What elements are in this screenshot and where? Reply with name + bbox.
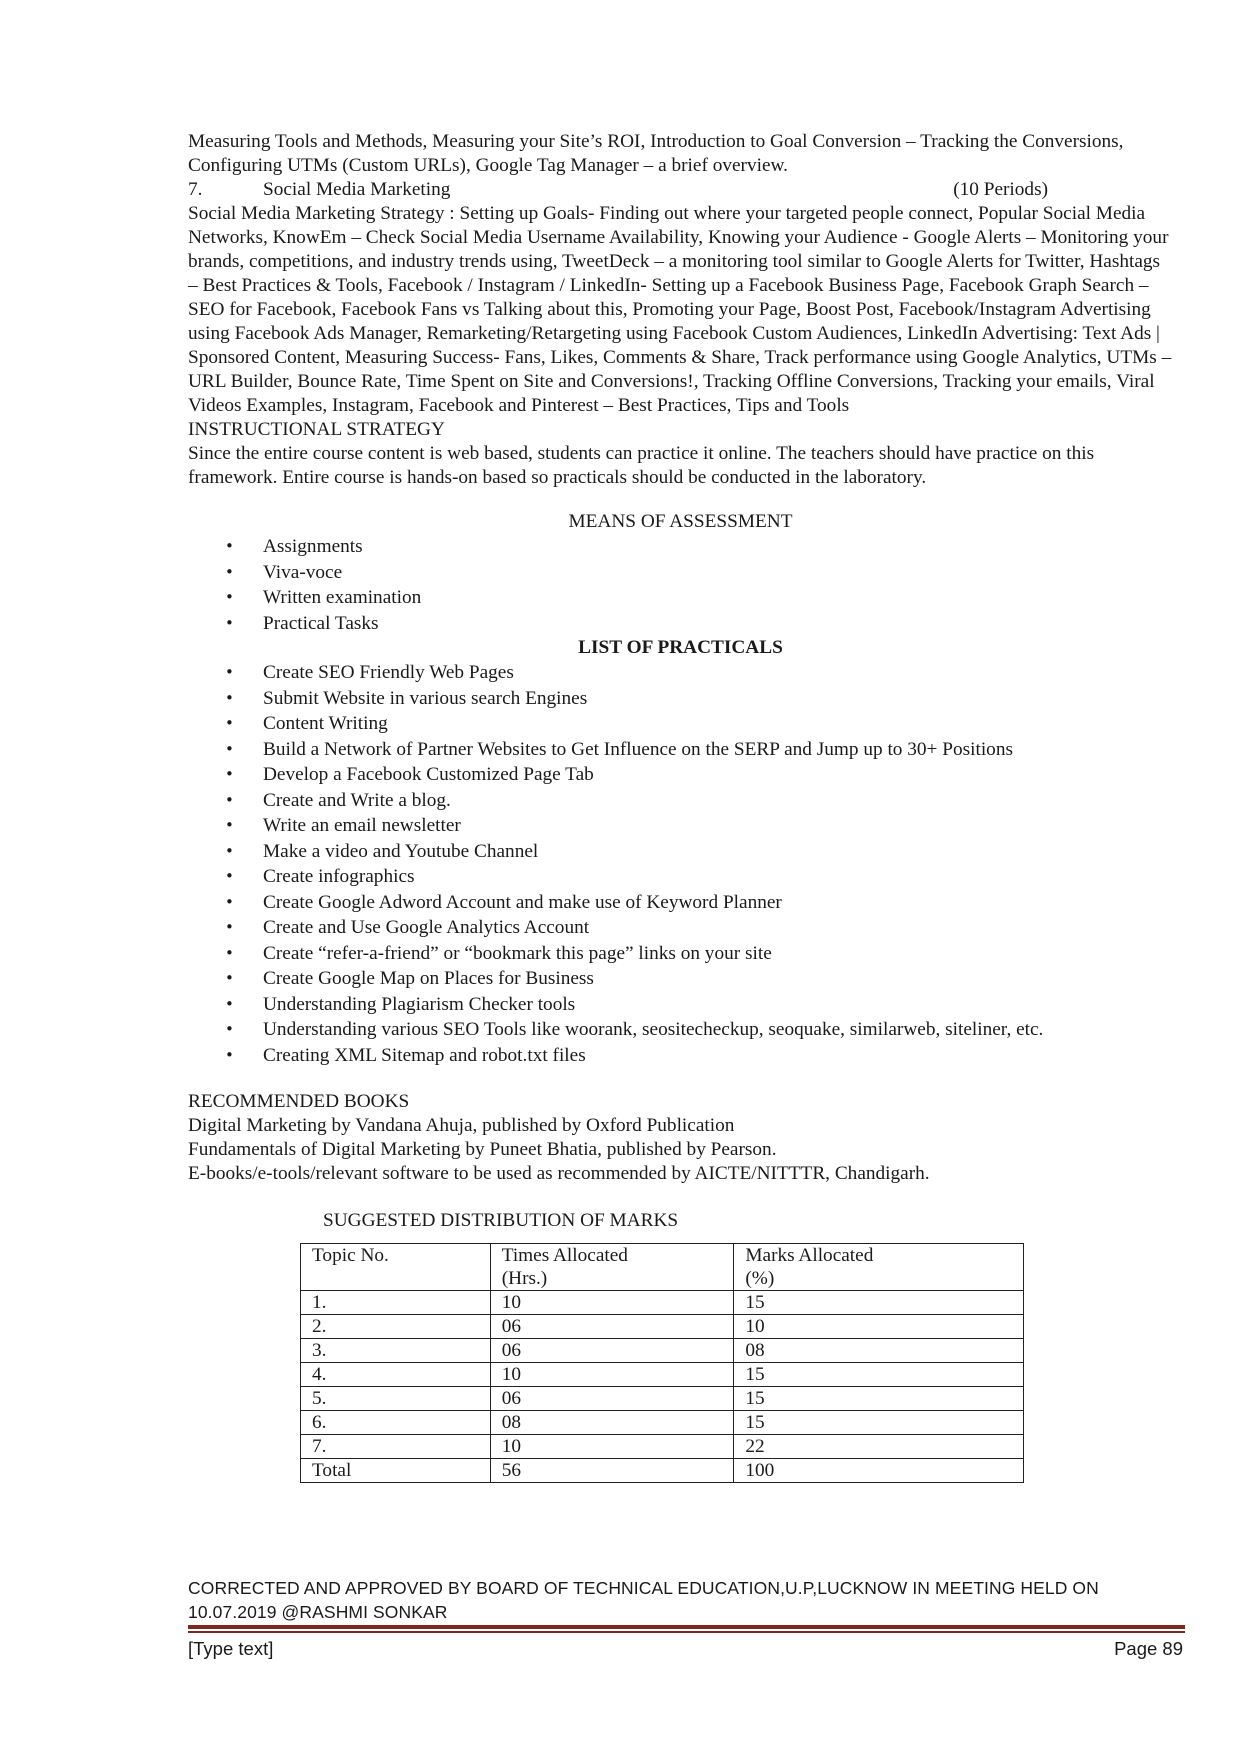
table-cell: 6. [301,1411,491,1435]
list-item: • Understanding Plagiarism Checker tools [188,992,1173,1018]
table-cell: 15 [734,1387,1024,1411]
table-cell: 56 [490,1459,734,1483]
header-marks: Marks Allocated (%) [734,1244,1024,1291]
marks-heading: SUGGESTED DISTRIBUTION OF MARKS [323,1210,679,1231]
table-cell: 3. [301,1339,491,1363]
assessment-heading: MEANS OF ASSESSMENT [568,511,793,532]
table-cell: 10 [734,1315,1024,1339]
list-item: • Assignments [188,534,1173,560]
table-cell: 5. [301,1387,491,1411]
instructional-strategy-text: Since the entire course content is web based, students can practice it online. The teachers should have practice on this framework. Entire course is hands-on based so practicals should be conducted in the laboratory. [188,443,1095,488]
unit-title: Social Media Marketing [263,179,451,200]
unit-number: 7. [188,179,203,200]
table-cell: 22 [734,1435,1024,1459]
table-header-row [301,1244,1024,1291]
list-item: • Make a video and Youtube Channel [188,839,1173,865]
table-cell: 7. [301,1435,491,1459]
unit-periods: (10 Periods) [953,179,1048,200]
table-row [301,1291,1024,1315]
list-item: • Viva-voce [188,560,1173,586]
table-total-row [301,1459,1024,1483]
table-row [301,1363,1024,1387]
header-times: Times Allocated (Hrs.) [490,1244,734,1291]
list-item: • Create “refer-a-friend” or “bookmark this page” links on your site [188,941,1173,967]
table-cell: 10 [490,1363,734,1387]
books-heading: RECOMMENDED BOOKS [188,1091,410,1112]
table-cell: 15 [734,1411,1024,1435]
table-row [301,1435,1024,1459]
list-item: • Build a Network of Partner Websites to Get Influence on the SERP and Jump up to 30+ Positions [188,737,1173,763]
table-cell: 08 [734,1339,1024,1363]
table-cell: 10 [490,1291,734,1315]
table-row [301,1411,1024,1435]
table-cell: 15 [734,1291,1024,1315]
book-item: Fundamentals of Digital Marketing by Puneet Bhatia, published by Pearson. [188,1139,777,1160]
document-page [188,130,1173,1483]
list-item: • Practical Tasks [188,611,1173,637]
table-row [301,1339,1024,1363]
instructional-strategy-heading: INSTRUCTIONAL STRATEGY [188,419,445,440]
table-cell: 15 [734,1363,1024,1387]
practicals-list [188,660,1173,1068]
table-cell: 2. [301,1315,491,1339]
unit-heading [188,178,1173,202]
recommended-books [188,1090,1173,1186]
table-cell: 1. [301,1291,491,1315]
unit-content: Social Media Marketing Strategy : Setting up Goals- Finding out where your targeted people connect, Popular Social Media Networks, KnowEm – Check Social Media Username Availability, Knowing your Audience - Google Alerts – Monitoring your brands, competitions, and industry trends using, TweetDeck – a monitoring tool similar to Google Alerts for Twitter, Hashtags – Best Practices & Tools, Facebook / Instagram / LinkedIn- Setting up a Facebook Business Page, Facebook Graph Search – SEO for Facebook, Facebook Fans vs Talking about this, Promoting your Page, Boost Post, Facebook/Instagram Advertising using Facebook Ads Manager, Remarketing/Retargeting using Facebook Custom Audiences, LinkedIn Advertising: Text Ads | Sponsored Content, Measuring Success- Fans, Likes, Comments & Share, Track performance using Google Analytics, UTMs – URL Builder, Bounce Rate, Time Spent on Site and Conversions!, Tracking Offline Conversions, Tracking your emails, Viral Videos Examples, Instagram, Facebook and Pinterest – Best Practices, Tips and Tools [188,203,1172,416]
list-item: • Create Google Map on Places for Business [188,966,1173,992]
approval-footer: CORRECTED AND APPROVED BY BOARD OF TECHNICAL EDUCATION,U.P,LUCKNOW IN MEETING HELD ON 10.07.2019 @RASHMI SONKAR [188,1578,1099,1622]
list-item: • Create Google Adword Account and make use of Keyword Planner [188,890,1173,916]
table-cell: 06 [490,1339,734,1363]
table-cell: 10 [490,1435,734,1459]
list-item: • Write an email newsletter [188,813,1173,839]
page-number: Page 89 [1114,1638,1183,1659]
table-row [301,1315,1024,1339]
table-cell: 06 [490,1315,734,1339]
table-cell: 100 [734,1459,1024,1483]
table-cell: Total [301,1459,491,1483]
list-item: • Create SEO Friendly Web Pages [188,660,1173,686]
list-item: • Create and Use Google Analytics Account [188,915,1173,941]
list-item: • Understanding various SEO Tools like woorank, seositecheckup, seoquake, similarweb, siteliner, etc. [188,1017,1173,1043]
list-item: • Create and Write a blog. [188,788,1173,814]
list-item: • Create infographics [188,864,1173,890]
list-item: • Written examination [188,585,1173,611]
book-item: Digital Marketing by Vandana Ahuja, published by Oxford Publication [188,1115,735,1136]
header-topic: Topic No. [301,1244,491,1291]
marks-table [300,1243,1024,1483]
list-item: • Content Writing [188,711,1173,737]
book-item: E-books/e-tools/relevant software to be used as recommended by AICTE/NITTTR, Chandigarh. [188,1163,930,1184]
footer-divider [188,1625,1185,1629]
table-cell: 06 [490,1387,734,1411]
table-row [301,1387,1024,1411]
list-item: • Submit Website in various search Engines [188,686,1173,712]
table-cell: 4. [301,1363,491,1387]
intro-paragraph: Measuring Tools and Methods, Measuring your Site’s ROI, Introduction to Goal Conversion – Tracking the Conversions, Configuring UTMs (Custom URLs), Google Tag Manager – a brief overview. [188,131,1124,176]
footer-divider-thin [188,1631,1185,1633]
table-cell: 08 [490,1411,734,1435]
assessment-list [188,534,1173,636]
practicals-heading: LIST OF PRACTICALS [578,637,783,658]
list-item: • Develop a Facebook Customized Page Tab [188,762,1173,788]
list-item: • Creating XML Sitemap and robot.txt files [188,1043,1173,1069]
footer-left-text: [Type text] [188,1638,274,1659]
